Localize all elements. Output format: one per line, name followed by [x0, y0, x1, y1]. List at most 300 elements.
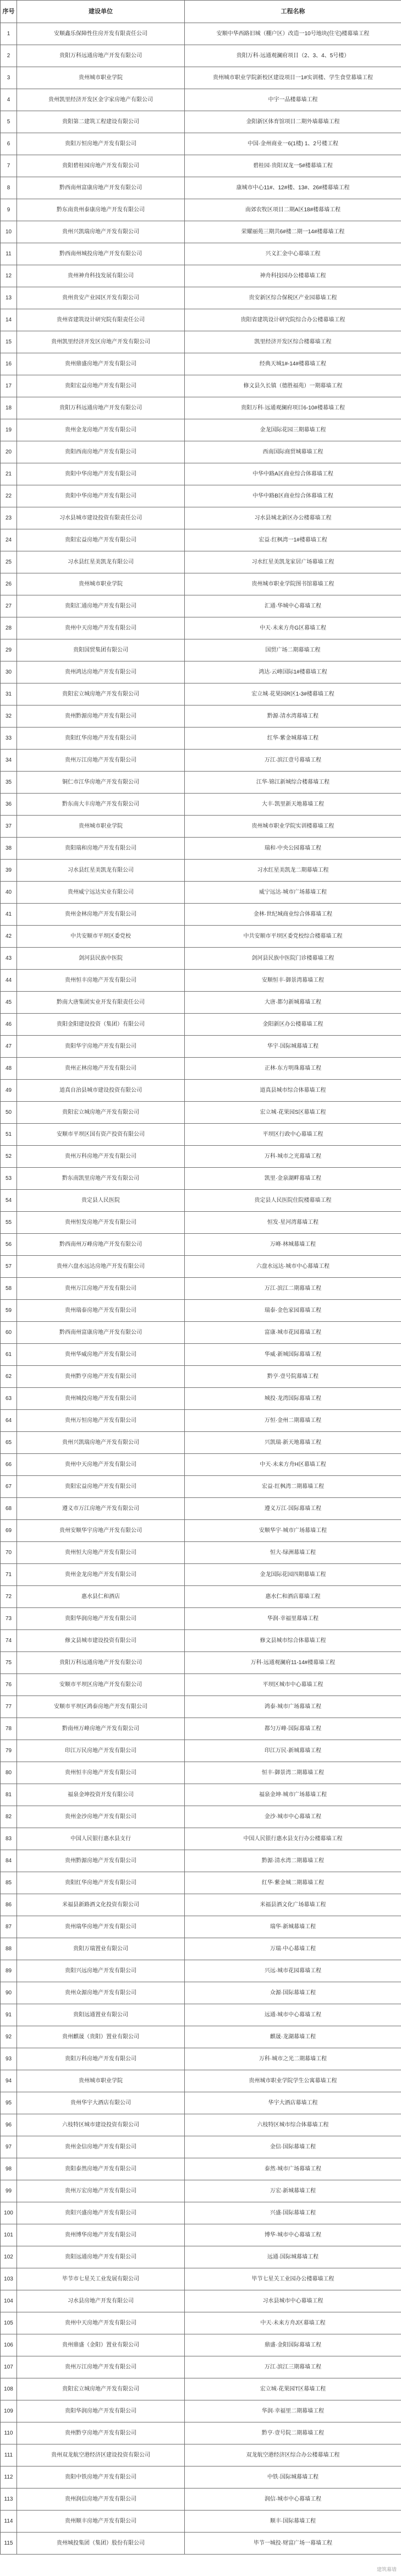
row-number-cell: 64 — [1, 1410, 17, 1432]
row-number-cell: 25 — [1, 551, 17, 573]
construction-unit-cell: 安顺市平坝区鸿泰房地产开发有限公司 — [17, 1696, 185, 1718]
table-row — [1, 1938, 401, 1960]
construction-unit-cell: 贵州黔源房地产开发有限公司 — [17, 705, 185, 728]
table-row — [1, 728, 401, 750]
table-row — [1, 992, 401, 1014]
project-name-cell: 万峰·林城幕墙工程 — [185, 1234, 401, 1256]
construction-unit-cell: 贵州金龙房地产开发有限公司 — [17, 419, 185, 441]
row-number-cell: 39 — [1, 860, 17, 882]
row-number-cell: 13 — [1, 287, 17, 309]
construction-unit-cell: 贵阳华宇房地产开发有限公司 — [17, 1036, 185, 1058]
project-name-cell: 鼎盛·金阳国际幕墙工程 — [185, 2334, 401, 2356]
table-row — [1, 816, 401, 838]
table-row — [1, 1916, 401, 1938]
project-name-cell: 西南国际商贸城幕墙工程 — [185, 441, 401, 463]
construction-unit-cell: 贵州恒发房地产开发有限公司 — [17, 1212, 185, 1234]
project-name-cell: 中天·未来方舟H区幕墙工程 — [185, 1454, 401, 1476]
table-row — [1, 2444, 401, 2466]
project-name-cell: 万江·滨江壹号幕墙工程 — [185, 750, 401, 772]
project-name-cell: 恒大·绿洲幕墙工程 — [185, 1542, 401, 1564]
row-number-cell: 102 — [1, 2246, 17, 2268]
project-name-cell: 华润·幸福里二期幕墙工程 — [185, 2400, 401, 2422]
row-number-cell: 22 — [1, 485, 17, 507]
project-name-cell: 毕节七星关工业园办公楼幕墙工程 — [185, 2268, 401, 2290]
row-number-cell: 65 — [1, 1432, 17, 1454]
project-name-cell: 金沙·城市中心幕墙工程 — [185, 1806, 401, 1828]
project-name-cell: 贵阳万科·远通观澜府项目（2、3、4、5号楼） — [185, 45, 401, 67]
table-row — [1, 1322, 401, 1344]
construction-unit-cell: 贵阳碧桂园房地产开发有限公司 — [17, 155, 185, 177]
project-name-cell: 宏立城·花果园R区1-3#楼幕墙工程 — [185, 683, 401, 705]
table-row — [1, 1388, 401, 1410]
row-number-cell: 57 — [1, 1256, 17, 1278]
row-number-cell: 82 — [1, 1806, 17, 1828]
row-number-cell: 78 — [1, 1718, 17, 1740]
table-row — [1, 1146, 401, 1168]
table-row — [1, 1762, 401, 1784]
row-number-cell: 60 — [1, 1322, 17, 1344]
row-number-cell: 46 — [1, 1014, 17, 1036]
row-number-cell: 115 — [1, 2533, 17, 2555]
table-row — [1, 2026, 401, 2048]
construction-unit-cell: 贵州凯里经济开发区金字家房地产有限公司 — [17, 89, 185, 111]
table-row — [1, 1014, 401, 1036]
table-row — [1, 551, 401, 573]
project-name-cell: 兴义汇金中心幕墙工程 — [185, 243, 401, 265]
project-name-cell: 安顺中华西路旧城（棚户区）改造一10号地块(住宅)楼幕墙工程 — [185, 23, 401, 45]
project-name-cell: 福泉金坤·城市广场幕墙工程 — [185, 1784, 401, 1806]
construction-unit-cell: 贵州双龙航空港经济区建设投资有限公司 — [17, 2444, 185, 2466]
table-row — [1, 1652, 401, 1674]
table-row — [1, 155, 401, 177]
row-number-cell: 96 — [1, 2114, 17, 2136]
project-name-cell: 万科·城市之光幕墙工程 — [185, 1146, 401, 1168]
row-number-cell: 44 — [1, 970, 17, 992]
construction-unit-cell: 贵阳红华房地产开发有限公司 — [17, 728, 185, 750]
construction-unit-cell: 贵州鼎盛（金阳）置业有限公司 — [17, 2334, 185, 2356]
project-name-cell: 中铁·国际城幕墙工程 — [185, 2466, 401, 2489]
project-name-cell: 大丰·凯里新天地幕墙工程 — [185, 794, 401, 816]
table-row — [1, 1080, 401, 1102]
table-row — [1, 2092, 401, 2114]
construction-unit-cell: 贵州恒丰房地产开发有限公司 — [17, 1762, 185, 1784]
table-row — [1, 750, 401, 772]
table-row — [1, 441, 401, 463]
table-row — [1, 1454, 401, 1476]
row-number-cell: 81 — [1, 1784, 17, 1806]
row-number-cell: 90 — [1, 1982, 17, 2004]
row-number-cell: 85 — [1, 1872, 17, 1894]
construction-unit-cell: 贵阳中华房地产开发有限公司 — [17, 485, 185, 507]
row-number-cell: 23 — [1, 507, 17, 529]
row-number-cell: 107 — [1, 2356, 17, 2378]
project-name-cell: 瑞和·中央公园幕墙工程 — [185, 838, 401, 860]
table-row — [1, 1718, 401, 1740]
construction-unit-cell: 贵阳万科房地产开发有限公司 — [17, 2048, 185, 2070]
construction-unit-cell: 贵州中天房地产开发有限公司 — [17, 2312, 185, 2334]
row-number-cell: 52 — [1, 1146, 17, 1168]
project-name-cell: 鸿达·云峰国际1#楼幕墙工程 — [185, 661, 401, 683]
project-name-cell: 神舟科技园办公楼幕墙工程 — [185, 265, 401, 287]
table-row — [1, 1542, 401, 1564]
construction-unit-cell: 贵州万宏房地产开发有限公司 — [17, 2180, 185, 2202]
row-number-cell: 92 — [1, 2026, 17, 2048]
construction-unit-cell: 贵阳宏立城房地产开发有限公司 — [17, 2378, 185, 2400]
construction-unit-cell: 黔东南贵州泰康房地产开发有限公司 — [17, 199, 185, 221]
project-name-cell: 黔源·清水湾二期幕墙工程 — [185, 1850, 401, 1872]
row-number-cell: 31 — [1, 683, 17, 705]
project-name-cell: 金阳新区办公楼幕墙工程 — [185, 1014, 401, 1036]
construction-unit-cell: 黔南大唐集团实业开发有限责任公司 — [17, 992, 185, 1014]
row-number-cell: 114 — [1, 2511, 17, 2533]
table-row — [1, 221, 401, 243]
project-name-cell: 瑞华·新城幕墙工程 — [185, 1916, 401, 1938]
row-number-cell: 9 — [1, 199, 17, 221]
construction-unit-cell: 贵州金林房地产开发有限公司 — [17, 904, 185, 926]
row-number-cell: 8 — [1, 177, 17, 199]
project-name-cell: 远通·城市中心幕墙工程 — [185, 2004, 401, 2026]
construction-unit-cell: 贵阳瑞和房地产开发有限公司 — [17, 838, 185, 860]
project-name-cell: 大唐·都匀新城幕墙工程 — [185, 992, 401, 1014]
project-name-cell: 汇通·华城中心幕墙工程 — [185, 595, 401, 617]
row-number-cell: 55 — [1, 1212, 17, 1234]
row-number-cell: 70 — [1, 1542, 17, 1564]
project-name-cell: 兴远·城市花园幕墙工程 — [185, 1960, 401, 1982]
table-row — [1, 926, 401, 948]
project-name-cell: 威宁远达·城市广场幕墙工程 — [185, 882, 401, 904]
construction-unit-cell: 贵州城投房地产开发有限公司 — [17, 1388, 185, 1410]
construction-unit-cell: 黔西南州富康房地产开发有限公司 — [17, 1322, 185, 1344]
project-name-cell: 贵州城市职业学院新校区建设项目一1#实训楼、学生食堂幕墙工程 — [185, 67, 401, 89]
row-number-cell: 53 — [1, 1168, 17, 1190]
table-row — [1, 2422, 401, 2444]
project-name-cell: 黔亨·壹号院二期幕墙工程 — [185, 2422, 401, 2444]
table-row — [1, 2511, 401, 2533]
row-number-cell: 113 — [1, 2489, 17, 2511]
construction-unit-cell: 米福县新路酒文化投资有限公司 — [17, 1894, 185, 1916]
construction-unit-cell: 贵州正林房地产开发有限公司 — [17, 1058, 185, 1080]
table-row — [1, 1740, 401, 1762]
row-number-cell: 10 — [1, 221, 17, 243]
project-name-cell: 顺丰·国际幕墙工程 — [185, 2511, 401, 2533]
table-row — [1, 1498, 401, 1520]
row-number-cell: 4 — [1, 89, 17, 111]
project-name-cell: 荣耀丽苑三期共6#楼二期一14#楼幕墙工程 — [185, 221, 401, 243]
row-number-cell: 69 — [1, 1520, 17, 1542]
construction-unit-cell: 毕节市七星关工业发展有限公司 — [17, 2268, 185, 2290]
construction-unit-cell: 贵州黔亨房地产开发有限公司 — [17, 1366, 185, 1388]
construction-unit-cell: 贵阳红华房地产开发有限公司 — [17, 1872, 185, 1894]
row-number-cell: 40 — [1, 882, 17, 904]
row-number-cell: 24 — [1, 529, 17, 551]
construction-unit-cell: 贵州威宁远达实业有限公司 — [17, 882, 185, 904]
construction-unit-cell: 贵州中天房地产开发有限公司 — [17, 1454, 185, 1476]
construction-unit-cell: 印江万民房地产开发有限公司 — [17, 1740, 185, 1762]
row-number-cell: 79 — [1, 1740, 17, 1762]
table-body — [1, 23, 401, 2555]
project-name-cell: 金信·国际幕墙工程 — [185, 2136, 401, 2158]
row-number-cell: 105 — [1, 2312, 17, 2334]
construction-unit-cell: 贵州城投集团（集团）股份有限公司 — [17, 2533, 185, 2555]
project-name-cell: 金林·世纪城商业综合体幕墙工程 — [185, 904, 401, 926]
project-name-cell: 习水县城北新区办公楼幕墙工程 — [185, 507, 401, 529]
header-no: 序号 — [1, 1, 17, 23]
row-number-cell: 1 — [1, 23, 17, 45]
row-number-cell: 12 — [1, 265, 17, 287]
row-number-cell: 99 — [1, 2180, 17, 2202]
construction-unit-cell: 贵州凯里经济开发区房地产开发有限公司 — [17, 331, 185, 353]
row-number-cell: 34 — [1, 750, 17, 772]
table-row — [1, 1696, 401, 1718]
construction-unit-cell: 贵州万恒房地产开发有限公司 — [17, 1410, 185, 1432]
project-name-cell: 贵州城市职业学院实训楼幕墙工程 — [185, 816, 401, 838]
construction-unit-cell: 贵州鸿达房地产开发有限公司 — [17, 661, 185, 683]
table-row — [1, 705, 401, 728]
project-name-cell: 碧桂园·贵阳双龙一5#楼幕墙工程 — [185, 155, 401, 177]
project-name-cell: 富康·城市花园幕墙工程 — [185, 1322, 401, 1344]
watermark: 建筑幕墙 — [376, 2567, 397, 2572]
row-number-cell: 101 — [1, 2224, 17, 2246]
project-name-cell: 双龙航空港经济区综合办公楼幕墙工程 — [185, 2444, 401, 2466]
table-row — [1, 1960, 401, 1982]
table-row — [1, 1366, 401, 1388]
row-number-cell: 72 — [1, 1586, 17, 1608]
row-number-cell: 16 — [1, 353, 17, 375]
construction-unit-cell: 惠水县仁和酒店 — [17, 1586, 185, 1608]
row-number-cell: 71 — [1, 1564, 17, 1586]
row-number-cell: 26 — [1, 573, 17, 595]
table-row — [1, 89, 401, 111]
construction-unit-cell: 贵州城市职业学院 — [17, 67, 185, 89]
construction-unit-cell: 安顺鑫乐保障性住房开发有限责任公司 — [17, 23, 185, 45]
table-row — [1, 397, 401, 419]
table-row — [1, 661, 401, 683]
project-name-cell: 黔亨·壹号院幕墙工程 — [185, 1366, 401, 1388]
row-number-cell: 48 — [1, 1058, 17, 1080]
table-row — [1, 2400, 401, 2422]
row-number-cell: 47 — [1, 1036, 17, 1058]
project-name-cell: 剑河县民族中医院门诊楼幕墙工程 — [185, 948, 401, 970]
project-name-cell: 习水县城市中心幕墙工程 — [185, 2290, 401, 2312]
construction-unit-cell: 贵州贵安产业园区开发有限公司 — [17, 287, 185, 309]
row-number-cell: 89 — [1, 1960, 17, 1982]
row-number-cell: 7 — [1, 155, 17, 177]
project-name-cell: 平坝区行政中心幕墙工程 — [185, 1124, 401, 1146]
row-number-cell: 108 — [1, 2378, 17, 2400]
construction-unit-cell: 贵阳国贸集团有限公司 — [17, 639, 185, 661]
row-number-cell: 100 — [1, 2202, 17, 2224]
construction-unit-cell: 贵州城市职业学院 — [17, 573, 185, 595]
row-number-cell: 75 — [1, 1652, 17, 1674]
row-number-cell: 73 — [1, 1608, 17, 1630]
table-row — [1, 1168, 401, 1190]
row-number-cell: 56 — [1, 1234, 17, 1256]
construction-unit-cell: 剑河县民族中医院 — [17, 948, 185, 970]
row-number-cell: 54 — [1, 1190, 17, 1212]
construction-unit-cell: 贵阳宏立城房地产开发有限公司 — [17, 683, 185, 705]
project-name-cell: 瑞泰·金色家园幕墙工程 — [185, 1300, 401, 1322]
construction-unit-cell: 黔东南大丰房地产开发有限公司 — [17, 794, 185, 816]
project-name-cell: 万瑞·中心幕墙工程 — [185, 1938, 401, 1960]
table-row — [1, 2224, 401, 2246]
construction-unit-cell: 贵州城市职业学院 — [17, 816, 185, 838]
construction-unit-cell: 道真自治县城市建设投资有限公司 — [17, 1080, 185, 1102]
table-row — [1, 23, 401, 45]
table-row — [1, 375, 401, 397]
table-row — [1, 67, 401, 89]
row-number-cell: 21 — [1, 463, 17, 485]
project-name-cell: 米福县酒文化广场幕墙工程 — [185, 1894, 401, 1916]
construction-unit-cell: 修文县城市建设投资有限公司 — [17, 1630, 185, 1652]
construction-unit-cell: 贵州鼎盛房地产开发有限公司 — [17, 353, 185, 375]
construction-unit-cell: 贵州安顺华宇房地产开发有限公司 — [17, 1520, 185, 1542]
project-name-cell: 中天·未来方舟J区幕墙工程 — [185, 2312, 401, 2334]
project-name-cell: 习水红星美凯龙家居广场幕墙工程 — [185, 551, 401, 573]
construction-unit-cell: 黔东南凯里房地产开发有限公司 — [17, 1168, 185, 1190]
table-row — [1, 1256, 401, 1278]
project-name-cell: 万科·远通观澜府11-14#楼幕墙工程 — [185, 1652, 401, 1674]
project-name-cell: 麒晟·龙湖幕墙工程 — [185, 2026, 401, 2048]
table-row — [1, 882, 401, 904]
construction-unit-cell: 黔南州万峰房地产开发有限公司 — [17, 1718, 185, 1740]
project-name-cell: 贵安新区综合保税区产业园幕墙工程 — [185, 287, 401, 309]
project-name-cell: 南郊农牧区项目二期A区18#楼幕墙工程 — [185, 199, 401, 221]
construction-unit-cell: 贵阳远通置业有限公司 — [17, 2004, 185, 2026]
table-row — [1, 2048, 401, 2070]
table-row — [1, 1036, 401, 1058]
table-row — [1, 904, 401, 926]
construction-unit-cell: 贵阳西南房地产开发有限公司 — [17, 441, 185, 463]
project-name-cell: 印江万民·新城幕墙工程 — [185, 1740, 401, 1762]
table-row — [1, 1102, 401, 1124]
project-name-cell: 凯里经济开发区综合楼幕墙工程 — [185, 331, 401, 353]
project-name-cell: 城投·龙湾国际幕墙工程 — [185, 1388, 401, 1410]
project-name-cell: 道真县城市综合体幕墙工程 — [185, 1080, 401, 1102]
table-row — [1, 617, 401, 639]
construction-unit-cell: 贵州黔源房地产开发有限公司 — [17, 1850, 185, 1872]
construction-unit-cell: 贵州顺丰房地产开发有限公司 — [17, 2511, 185, 2533]
table-row — [1, 1300, 401, 1322]
construction-unit-cell: 贵阳汇通房地产开发有限公司 — [17, 595, 185, 617]
table-row — [1, 1564, 401, 1586]
table-row — [1, 199, 401, 221]
table-row — [1, 970, 401, 992]
table-row — [1, 948, 401, 970]
project-name-cell: 华润·幸福里幕墙工程 — [185, 1608, 401, 1630]
table-row — [1, 1520, 401, 1542]
project-name-cell: 修文县久长镇（德胜福苑）一期幕墙工程 — [185, 375, 401, 397]
table-row — [1, 111, 401, 133]
construction-unit-cell: 贵州万科房地产开发有限公司 — [17, 1146, 185, 1168]
row-number-cell: 86 — [1, 1894, 17, 1916]
row-number-cell: 80 — [1, 1762, 17, 1784]
project-name-cell: 红华·紫金城幕墙工程 — [185, 728, 401, 750]
table-row — [1, 463, 401, 485]
row-number-cell: 6 — [1, 133, 17, 155]
construction-unit-cell: 贵阳宏益房地产开发有限公司 — [17, 375, 185, 397]
row-number-cell: 45 — [1, 992, 17, 1014]
construction-unit-cell: 贵州中天房地产开发有限公司 — [17, 617, 185, 639]
project-name-cell: 贵州城市职业学院学生公寓幕墙工程 — [185, 2070, 401, 2092]
project-name-cell: 华宇·国际城幕墙工程 — [185, 1036, 401, 1058]
construction-unit-cell: 贵州瑞泰房地产开发有限公司 — [17, 1300, 185, 1322]
construction-unit-cell: 贵州瑞华房地产开发有限公司 — [17, 1916, 185, 1938]
row-number-cell: 112 — [1, 2466, 17, 2489]
project-name-cell: 红华·紫金城二期幕墙工程 — [185, 1872, 401, 1894]
table-row — [1, 287, 401, 309]
table-row — [1, 2246, 401, 2268]
table-row — [1, 507, 401, 529]
construction-unit-cell: 贵阳华润房地产开发有限公司 — [17, 1608, 185, 1630]
table-row — [1, 485, 401, 507]
construction-unit-cell: 贵州博华房地产开发有限公司 — [17, 2224, 185, 2246]
construction-unit-cell: 遵义市万江房地产开发有限公司 — [17, 1498, 185, 1520]
construction-unit-cell: 黔西南州万峰房地产开发有限公司 — [17, 1234, 185, 1256]
table-row — [1, 177, 401, 199]
table-row — [1, 1234, 401, 1256]
table-row — [1, 243, 401, 265]
project-name-cell: 中天·未来方舟G区幕墙工程 — [185, 617, 401, 639]
row-number-cell: 36 — [1, 794, 17, 816]
construction-unit-cell: 贵州神舟科技发展有限公司 — [17, 265, 185, 287]
table-row — [1, 2268, 401, 2290]
construction-unit-cell: 贵阳宏益房地产开发有限公司 — [17, 1476, 185, 1498]
project-name-cell: 修文县城市综合体幕墙工程 — [185, 1630, 401, 1652]
row-number-cell: 49 — [1, 1080, 17, 1102]
table-row — [1, 2378, 401, 2400]
table-row — [1, 529, 401, 551]
row-number-cell: 42 — [1, 926, 17, 948]
construction-unit-cell: 贵州兴凯瑞房地产开发有限公司 — [17, 221, 185, 243]
row-number-cell: 97 — [1, 2136, 17, 2158]
construction-unit-cell: 黔西南州富康房地产开发有限公司 — [17, 177, 185, 199]
header-unit: 建设单位 — [17, 1, 185, 23]
construction-unit-cell: 贵阳兴盛房地产开发有限公司 — [17, 2202, 185, 2224]
project-name-cell: 贵定县人民医院住院楼幕墙工程 — [185, 1190, 401, 1212]
table-row — [1, 1344, 401, 1366]
project-name-cell: 贵阳万科·远通观澜府项目6-10#楼幕墙工程 — [185, 397, 401, 419]
table-row — [1, 2466, 401, 2489]
project-name-cell: 中华中路A区商业综合体幕墙工程 — [185, 463, 401, 485]
table-row — [1, 2070, 401, 2092]
row-number-cell: 27 — [1, 595, 17, 617]
table-row — [1, 1806, 401, 1828]
row-number-cell: 38 — [1, 838, 17, 860]
table-row — [1, 1630, 401, 1652]
row-number-cell: 30 — [1, 661, 17, 683]
project-name-cell: 恒丰·御景湾二期幕墙工程 — [185, 1762, 401, 1784]
table-row — [1, 419, 401, 441]
row-number-cell: 103 — [1, 2268, 17, 2290]
table-row — [1, 2334, 401, 2356]
table-row — [1, 353, 401, 375]
project-name-cell: 六枝特区城市综合体幕墙工程 — [185, 2114, 401, 2136]
table-row — [1, 1190, 401, 1212]
row-number-cell: 37 — [1, 816, 17, 838]
construction-unit-cell: 习水县红星美凯龙有限公司 — [17, 551, 185, 573]
construction-unit-cell: 贵阳第二建筑工程建设有限公司 — [17, 111, 185, 133]
table-row — [1, 1586, 401, 1608]
table-row — [1, 1432, 401, 1454]
project-name-cell: 中华中路B区商业综合体幕墙工程 — [185, 485, 401, 507]
construction-unit-cell: 福泉金坤投资开发有限公司 — [17, 1784, 185, 1806]
construction-unit-cell: 贵州恒大房地产开发有限公司 — [17, 1542, 185, 1564]
table-row — [1, 1872, 401, 1894]
construction-unit-cell: 习水县红星美凯龙有限公司 — [17, 860, 185, 882]
row-number-cell: 76 — [1, 1674, 17, 1696]
project-name-cell: 中国·金州商业一6(1楼) 1、2号楼工程 — [185, 133, 401, 155]
project-name-cell: 国贸广场二期幕墙工程 — [185, 639, 401, 661]
